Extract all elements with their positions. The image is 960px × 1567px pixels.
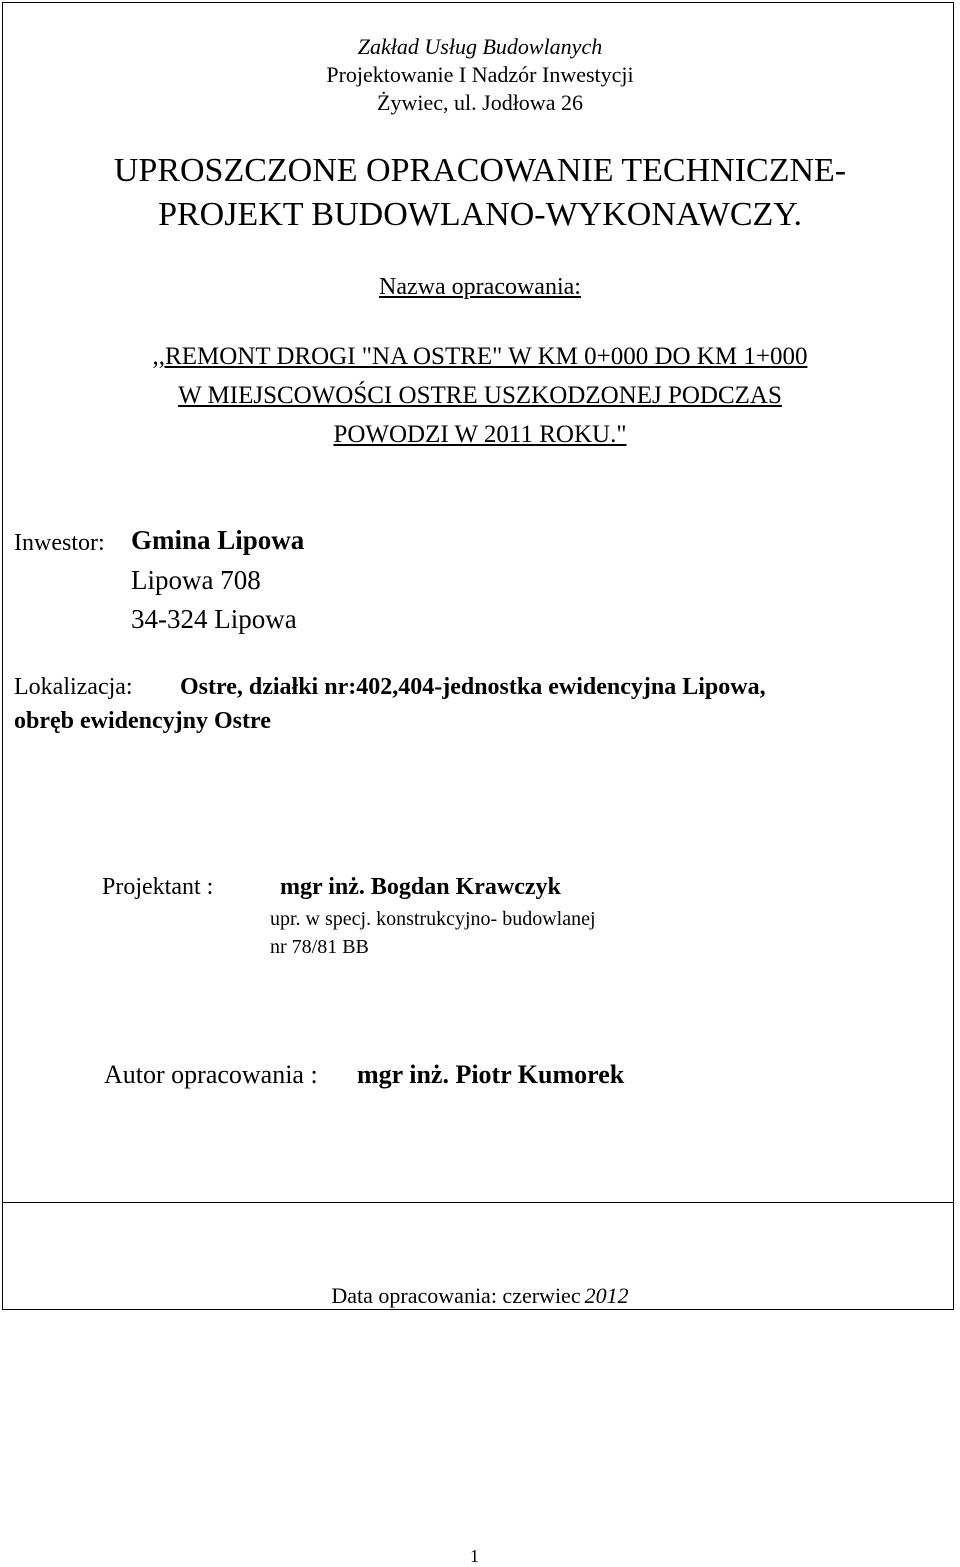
author-label: Autor opracowania : — [104, 1060, 318, 1089]
investor-label: Inwestor: — [14, 530, 105, 556]
page-number: 1 — [470, 1546, 479, 1566]
location-label: Lokalizacja: — [14, 674, 133, 700]
firm-name: Zakład Usług Budowlanych — [357, 34, 603, 59]
project-name-line2: W MIEJSCOWOŚCI OSTRE USZKODZONEJ PODCZAS — [178, 382, 782, 409]
firm-address: Żywiec, ul. Jodłowa 26 — [377, 90, 583, 115]
document-title-line2: PROJEKT BUDOWLANO-WYKONAWCZY. — [158, 196, 802, 233]
firm-activity: Projektowanie I Nadzór Inwestycji — [326, 62, 634, 87]
project-name-line3: POWODZI W 2011 ROKU." — [333, 421, 627, 448]
investor-address-street: Lipowa 708 — [131, 565, 261, 595]
designer-label: Projektant : — [102, 874, 214, 900]
location-value-line2: obręb ewidencyjny Ostre — [14, 708, 271, 734]
frame-divider — [2, 1202, 954, 1203]
investor-address-city: 34-324 Lipowa — [131, 604, 297, 634]
designer-name: mgr inż. Bogdan Krawczyk — [280, 874, 561, 900]
designer-qualification: upr. w specj. konstrukcyjno- budowlanej — [270, 908, 596, 930]
date-year: 2012 — [584, 1283, 629, 1308]
project-name-label: Nazwa opracowania: — [379, 274, 581, 300]
designer-license-number: nr 78/81 BB — [270, 936, 369, 958]
date-label: Data opracowania: czerwiec — [331, 1283, 581, 1308]
author-name: mgr inż. Piotr Kumorek — [357, 1060, 625, 1089]
date-line — [0, 1283, 960, 1309]
location-value-line1: Ostre, działki nr:402,404-jednostka ewidencyjna Lipowa, — [180, 674, 766, 700]
project-name-line1: ,,REMONT DROGI "NA OSTRE" W KM 0+000 DO KM 1+000 — [152, 343, 808, 370]
document-title-line1: UPROSZCZONE OPRACOWANIE TECHNICZNE- — [113, 152, 847, 189]
investor-name: Gmina Lipowa — [131, 525, 305, 555]
